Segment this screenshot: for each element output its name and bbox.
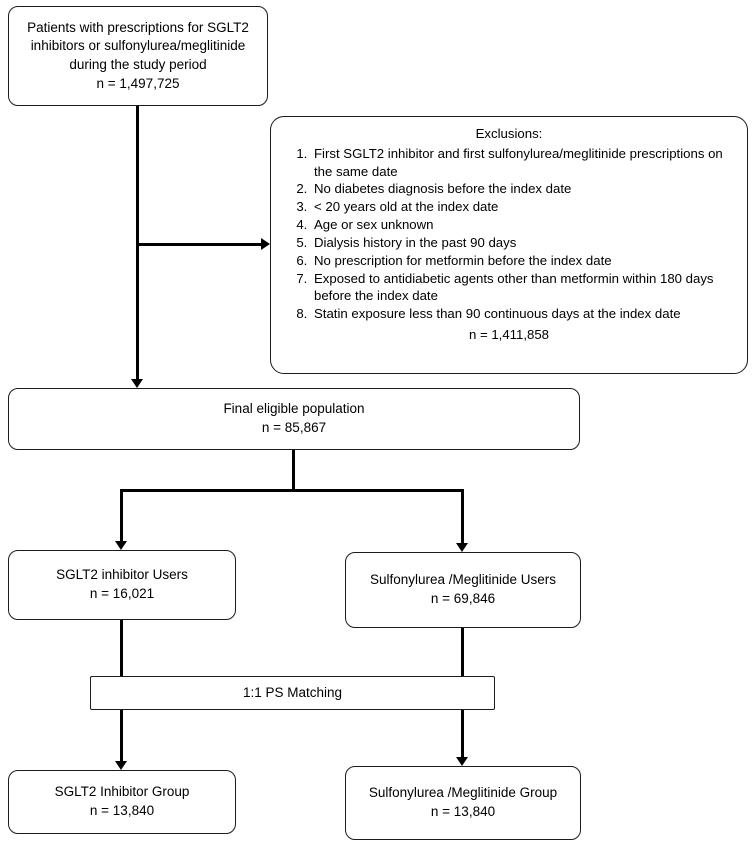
sglt2-users-n: n = 16,021 — [89, 586, 155, 601]
exclusion-item: 6. No prescription for metformin before the index date — [311, 252, 731, 270]
exclusions-n: n = 1,411,858 — [468, 326, 550, 342]
su-group-box — [345, 766, 581, 840]
arrowhead-su-group — [456, 757, 468, 766]
arrowhead-su-users — [456, 543, 468, 552]
connector-branch-horizontal — [120, 489, 464, 492]
exclusions-title: Exclusions: — [475, 126, 543, 141]
connector-branch-left — [120, 489, 123, 542]
eligible-population-label: Final eligible population — [223, 401, 365, 417]
arrowhead-eligible — [131, 379, 143, 388]
exclusion-item: 8. Statin exposure less than 90 continuous days at the index date — [311, 305, 731, 323]
source-population-box — [8, 6, 268, 106]
exclusion-item: 1. First SGLT2 inhibitor and first sulfonylurea/meglitinide prescriptions on the same date — [311, 145, 731, 181]
exclusion-item: 5. Dialysis history in the past 90 days — [311, 234, 731, 252]
sglt2-group-label: SGLT2 Inhibitor Group — [54, 784, 190, 800]
eligible-population-n: n = 85,867 — [261, 420, 327, 435]
su-group-n: n = 13,840 — [430, 804, 496, 819]
exclusions-box — [270, 116, 748, 374]
exclusions-list — [287, 145, 731, 323]
sglt2-group-box — [8, 770, 236, 834]
connector-source-to-eligible — [136, 100, 139, 379]
exclusion-item: 7. Exposed to antidiabetic agents other than metformin within 180 days before the index date — [311, 270, 731, 306]
ps-matching-box — [90, 676, 495, 710]
source-population-label: Patients with prescriptions for SGLT2 inhibitors or sulfonylurea/meglitinide during the study period — [27, 19, 249, 72]
exclusion-item: 3. < 20 years old at the index date — [311, 198, 731, 216]
su-users-box — [345, 552, 581, 628]
exclusion-item: 2. No diabetes diagnosis before the index date — [311, 180, 731, 198]
arrowhead-sglt2-group — [115, 761, 127, 770]
source-population-n: n = 1,497,725 — [96, 75, 180, 91]
exclusion-item: 4. Age or sex unknown — [311, 216, 731, 234]
su-users-n: n = 69,846 — [430, 591, 496, 606]
eligible-population-box — [8, 388, 580, 450]
su-users-label: Sulfonylurea /Meglitinide Users — [369, 572, 557, 588]
arrowhead-sglt2-users — [115, 541, 127, 550]
connector-to-exclusions — [136, 243, 261, 246]
su-group-label: Sulfonylurea /Meglitinide Group — [368, 785, 558, 801]
connector-eligible-down — [292, 448, 295, 492]
ps-matching-label: 1:1 PS Matching — [242, 684, 343, 700]
sglt2-users-box — [8, 550, 236, 620]
arrowhead-exclusions — [261, 238, 270, 250]
sglt2-group-n: n = 13,840 — [89, 803, 155, 818]
connector-branch-right — [461, 489, 464, 544]
sglt2-users-label: SGLT2 inhibitor Users — [56, 567, 188, 583]
